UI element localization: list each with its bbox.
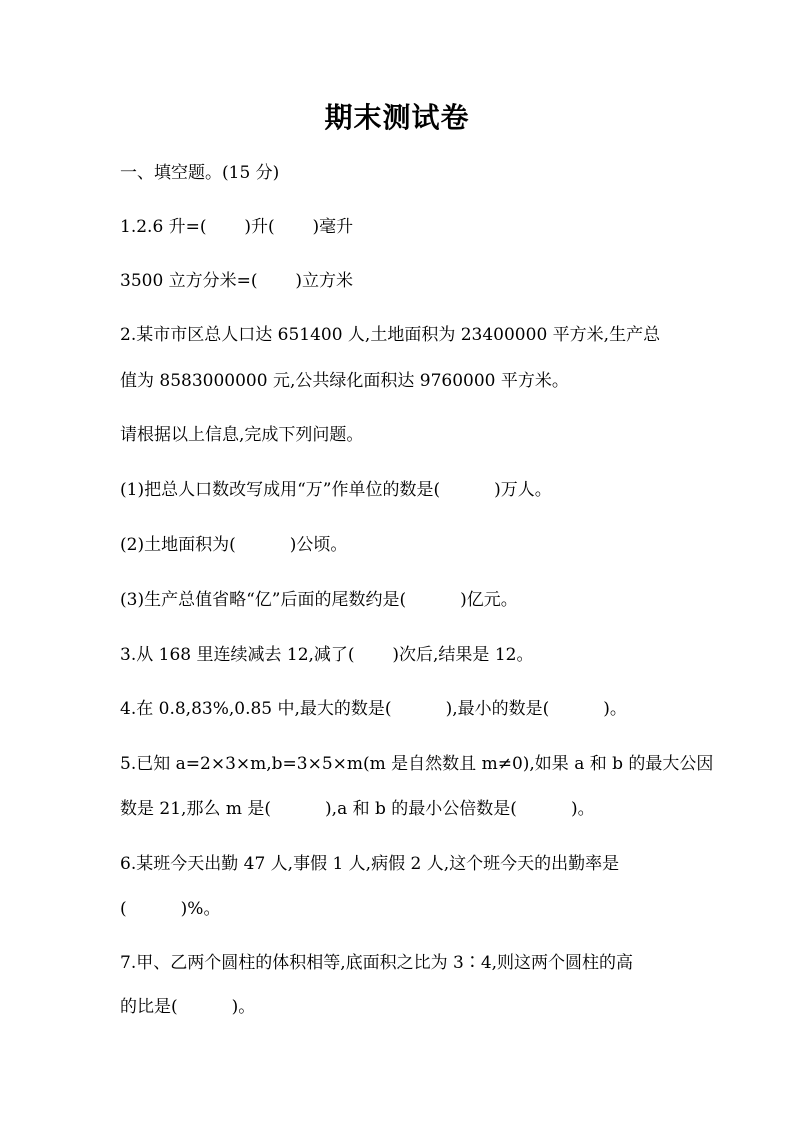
- question-2-instruction: 请根据以上信息,完成下列问题。: [120, 425, 364, 445]
- question-1-line-2: 3500 立方分米=( )立方米: [120, 271, 354, 291]
- question-7-line-2: 的比是( )。: [120, 997, 256, 1017]
- question-5-line-1: 5.已知 a=2×3×m,b=3×5×m(m 是自然数且 m≠0),如果 a 和 b 的最大公因: [120, 754, 714, 774]
- question-2-part-3: (3)生产总值省略“亿”后面的尾数约是( )亿元。: [120, 590, 518, 610]
- question-2-part-2: (2)土地面积为( )公顷。: [120, 535, 348, 555]
- question-7-line-1: 7.甲、乙两个圆柱的体积相等,底面积之比为 3∶4,则这两个圆柱的高: [120, 953, 634, 973]
- section-heading: 一、填空题。(15 分): [120, 163, 280, 183]
- question-3: 3.从 168 里连续减去 12,减了( )次后,结果是 12。: [120, 645, 534, 665]
- question-4: 4.在 0.8,83%,0.85 中,最大的数是( ),最小的数是( )。: [120, 699, 627, 719]
- question-1-line-1: 1.2.6 升=( )升( )毫升: [120, 217, 354, 237]
- page-title: 期末测试卷: [324, 101, 470, 134]
- question-2-line-1: 2.某市市区总人口达 651400 人,土地面积为 23400000 平方米,生产总: [120, 325, 661, 345]
- question-2-part-1: (1)把总人口数改写成用“万”作单位的数是( )万人。: [120, 480, 552, 500]
- question-6-line-1: 6.某班今天出勤 47 人,事假 1 人,病假 2 人,这个班今天的出勤率是: [120, 854, 620, 874]
- question-2-line-2: 值为 8583000000 元,公共绿化面积达 9760000 平方米。: [120, 371, 569, 391]
- question-5-line-2: 数是 21,那么 m 是( ),a 和 b 的最小公倍数是( )。: [120, 799, 595, 819]
- question-6-line-2: ( )%。: [120, 899, 221, 919]
